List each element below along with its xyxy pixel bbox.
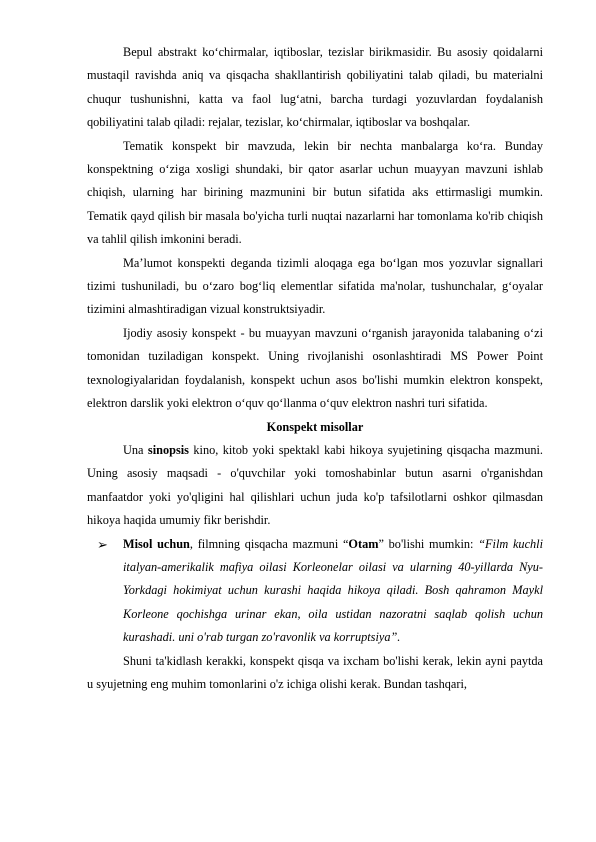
synopsis-term: sinopsis xyxy=(147,442,189,457)
paragraph-synopsis xyxy=(87,439,543,533)
paragraph-conclusion: Shuni ta'kidlash kerakki, konspekt qisqa va ixcham bo'lishi kerak, lekin ayni paytda u syujetning eng muhim tomonlarini o'z ichiga olishi kerak. Bundan tashqari, xyxy=(87,653,543,691)
paragraph-free-abstract: Bepul abstrakt ko‘chirmalar, iqtiboslar, tezislar birikmasidir. Bu asosiy qoidalarni mustaqil ravishda aniq va qisqacha shakllantirish qobiliyatini talab qiladi, bu materialni chuqur tushunishni, katta va faol lug‘atni, barcha turdagi yozuvlardan foydalanish qobiliyatini talab qiladi: rejalar, tezislar, ko‘chirmalar, iqtiboslar va boshqalar. xyxy=(87,45,543,130)
synopsis-rest: kino, kitob yoki spektakl kabi hikoya syujetining qisqacha mazmuni. Uning asosiy maqsadi - o'quvchilar yoki tomoshabinlar butun asarni o'rganishdan manfaatdor yoki yo'qligini hal qilishlari uchun juda ko'p tafsilotlarni oshkor qilmasdan hikoya haqida umumiy fikr berishdir. xyxy=(87,442,544,528)
paragraph-reference-summary: Ma’lumot konspekti deganda tizimli aloqaga ega bo‘lgan mos yozuvlar signallari tizimi tushuniladi, bu o‘zaro bog‘liq elementlar sifatida ma'nolar, tushunchalar, g‘oyalar tizimini almashtiradigan vizual konstruktsiyadir. xyxy=(87,255,543,317)
paragraph-thematic-summary: Tematik konspekt bir mavzuda, lekin bir nechta manbalarga ko‘ra. Bunday konspektning o‘ziga xosligi shundaki, bir qator asarlar uchun muayyan mavzuni ishlab chiqish, ularning har birining mazmunini bir butun sifatida aks ettirmasligi mumkin. Tematik qayd qilish bir masala bo'yicha turli nuqtai nazarlarni har tomonlama ko'rib chiqish va tahlil qilish imkonini beradi. xyxy=(87,138,543,247)
example-label: Misol uchun xyxy=(123,536,190,551)
arrow-bullet-icon: ➢ xyxy=(97,536,108,552)
example-text-1: , filmning qisqacha mazmuni “ xyxy=(189,536,349,551)
bullet-example xyxy=(87,533,543,650)
example-text-2: ” bo'lishi mumkin: xyxy=(378,536,479,551)
section-heading: Konspekt misollar xyxy=(266,419,364,434)
paragraph-creative-summary: Ijodiy asosiy konspekt - bu muayyan mavzuni o‘rganish jarayonida talabaning o‘zi tomonidan tuziladigan konspekt. Uning rivojlanishi osonlashtiradi MS Power Point texnologiyalaridan foydalanish, konspekt uchun asos bo'lishi mumkin elektron konspekt, elektron darslik yoki elektron o‘quv qo‘llanma o‘quv elektron nashri turi sifatida. xyxy=(87,325,543,411)
document-page xyxy=(87,41,543,696)
synopsis-lead: Una xyxy=(123,442,148,457)
example-quote: “Film kuchli italyan-amerikalik mafiya oilasi Korleonelar oilasi va ularning 40-yillarda Nyu-Yorkdagi hokimiyat uchun kurashi haqida hikoya qiladi. Bosh qahramon Maykl Korleone qochishga urinar ekan, oila ustidan nazoratni saqlab qolish uchun kurashadi. uni o'rab turgan zo'ravonlik va korruptsiya”. xyxy=(123,536,544,645)
film-title: Otam xyxy=(348,536,379,551)
